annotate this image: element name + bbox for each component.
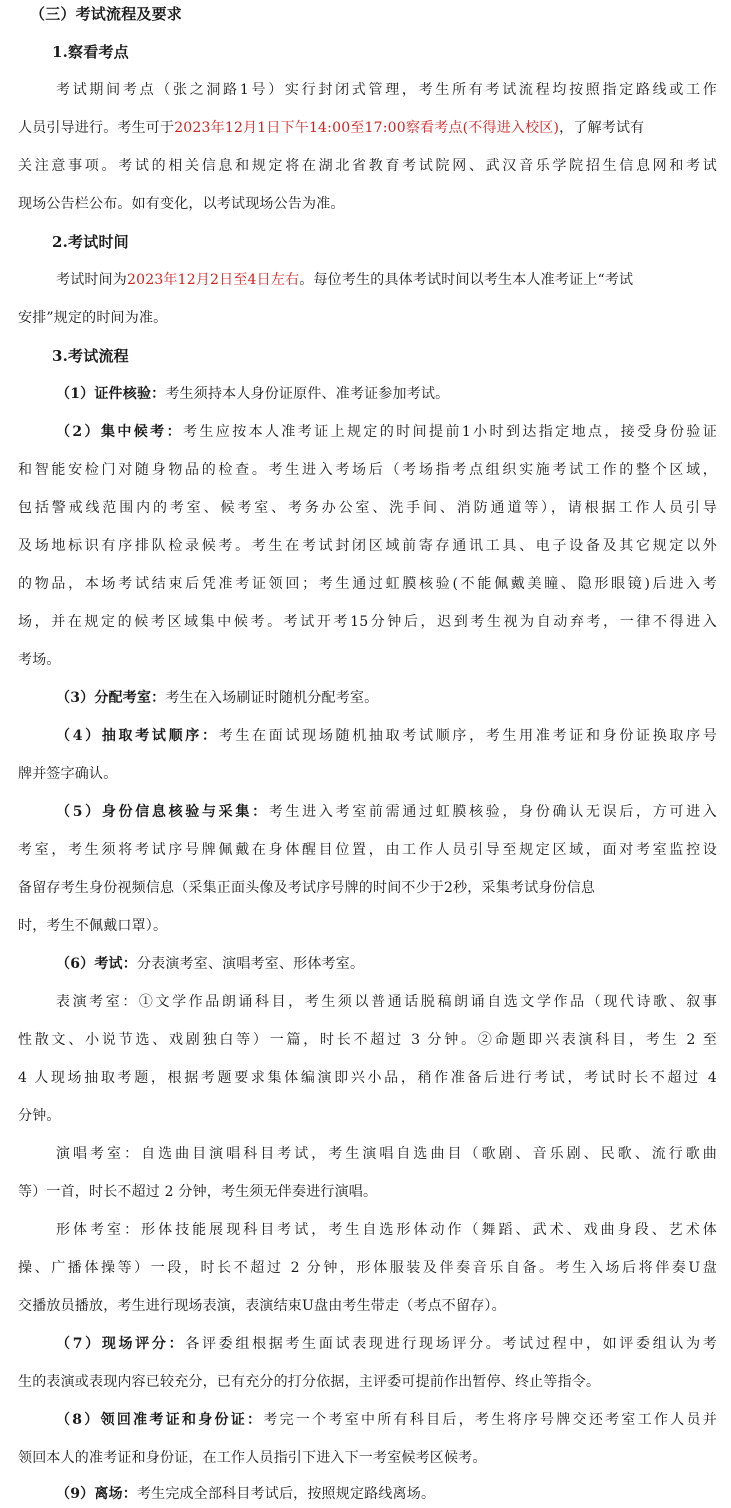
- section-heading: （三）考试流程及要求: [30, 5, 183, 23]
- step-return-documents: （8）领回准考证和身份证：考完一个考室中所有科目后，考生将序号牌交还考室工作人员并: [56, 1412, 717, 1428]
- subheading-inspect-venue: 1.察看考点: [52, 43, 129, 61]
- paragraph-line: 现场公告栏公布。如有变化，以考试现场公告为准。: [18, 196, 345, 212]
- subheading-exam-process: 3.考试流程: [52, 347, 129, 365]
- step-identity-verification: （5）身份信息核验与采集：考生进入考室前需通过虹膜核验，身份确认无误后，方可进入: [56, 804, 717, 820]
- paragraph-line: 牌并签字确认。: [18, 766, 118, 782]
- performance-room-text: 表演考室：①文学作品朗诵科目，考生须以普通话脱稿朗诵自选文学作品（现代诗歌、叙事: [56, 994, 717, 1010]
- paragraph-line: 场，并在规定的候考区域集中候考。考试开考15分钟后，迟到考生视为自动弃考，一律不得进入: [18, 614, 717, 630]
- paragraph-line: 时，考生不佩戴口罩）。: [18, 918, 168, 934]
- paragraph-line: 4 人现场抽取考题，根据考题要求集体编演即兴小品，稍作准备后进行考试，考试时长不超过 4: [18, 1070, 717, 1086]
- paragraph-line: 操、广播体操等）一段，时长不超过 2 分钟，形体服装及伴奏音乐自备。考生入场后将伴奏U盘: [18, 1260, 717, 1276]
- paragraph-line: 生的表演或表现内容已较充分，已有充分的打分依据，主评委可提前作出暂停、终止等指令。: [18, 1374, 601, 1390]
- step-leave: （9）离场：考生完成全部科目考试后，按照规定路线离场。: [56, 1486, 436, 1502]
- paragraph-line: 包括警戒线范围内的考室、候考室、考务办公室、洗手间、消防通道等），请根据工作人员引导: [18, 500, 717, 516]
- paragraph-line: 考室，考生须将考试序号牌佩戴在身体醒目位置，由工作人员引导至规定区域，面对考室监控设: [18, 842, 717, 858]
- step-scoring: （7）现场评分：各评委组根据考生面试表现进行现场评分。考试过程中，如评委组认为考: [56, 1336, 717, 1352]
- paragraph-line: 性散文、小说节选、戏剧独白等）一篇，时长不超过 3 分钟。②命题即兴表演科目，考生 2 至: [18, 1032, 717, 1048]
- paragraph-line: 等）一首，时长不超过 2 分钟，考生须无伴奏进行演唱。: [18, 1184, 378, 1200]
- paragraph-line: 的物品，本场考试结束后凭准考证领回；考生通过虹膜核验(不能佩戴美瞳、隐形眼镜)后进入考: [18, 576, 717, 592]
- step-draw-order: （4）抽取考试顺序：考生在面试现场随机抽取考试顺序，考生用准考证和身份证换取序号: [56, 728, 717, 744]
- paragraph-line: 和智能安检门对随身物品的检查。考生进入考场后（考场指考点组织实施考试工作的整个区域，: [18, 462, 717, 478]
- highlight-exam-dates: 2023年12月2日至4日左右: [127, 272, 300, 288]
- highlight-inspection-time: 2023年12月1日下午14:00至17:00察看考点(不得进入校区): [174, 120, 560, 136]
- step-waiting: （2）集中候考：考生应按本人准考证上规定的时间提前1小时到达指定地点，接受身份验证: [56, 424, 717, 440]
- paragraph-line: 分钟。: [18, 1108, 61, 1124]
- paragraph-line: 备留存考生身份视频信息（采集正面头像及考试序号牌的时间不少于2秒，采集考试身份信息: [18, 880, 596, 896]
- paragraph-line: 考场。: [18, 652, 61, 668]
- paragraph-line: 考试时间为2023年12月2日至4日左右。每位考生的具体考试时间以考生本人准考证上“考试: [56, 272, 634, 288]
- paragraph-line: 考试期间考点（张之洞路1号）实行封闭式管理，考生所有考试流程均按照指定路线或工作: [56, 82, 717, 98]
- singing-room-text: 演唱考室：自选曲目演唱科目考试，考生演唱自选曲目（歌剧、音乐剧、民歌、流行歌曲: [56, 1146, 717, 1162]
- physique-room-text: 形体考室：形体技能展现科目考试，考生自选形体动作（舞蹈、武术、戏曲身段、艺术体: [56, 1222, 717, 1238]
- step-exam: （6）考试：分表演考室、演唱考室、形体考室。: [56, 956, 365, 972]
- paragraph-line: 交播放员播放，考生进行现场表演，表演结束U盘由考生带走（考点不留存）。: [18, 1298, 506, 1314]
- paragraph-line: 人员引导进行。考生可于2023年12月1日下午14:00至17:00察看考点(不得进入校区)，了解考试有: [18, 120, 645, 136]
- paragraph-line: 领回本人的准考证和身份证，在工作人员指引下进入下一考室候考区候考。: [18, 1450, 487, 1466]
- subheading-exam-time: 2.考试时间: [52, 233, 129, 251]
- step-id-check: （1）证件核验：考生须持本人身份证原件、准考证参加考试。: [56, 386, 450, 402]
- paragraph-line: 关注意事项。考试的相关信息和规定将在湖北省教育考试院网、武汉音乐学院招生信息网和考试: [18, 158, 717, 174]
- step-assign-room: （3）分配考室：考生在入场刷证时随机分配考室。: [56, 690, 379, 706]
- paragraph-line: 及场地标识有序排队检录候考。考生在考试封闭区域前寄存通讯工具、电子设备及其它规定以外: [18, 538, 717, 554]
- paragraph-line: 安排”规定的时间为准。: [18, 310, 168, 326]
